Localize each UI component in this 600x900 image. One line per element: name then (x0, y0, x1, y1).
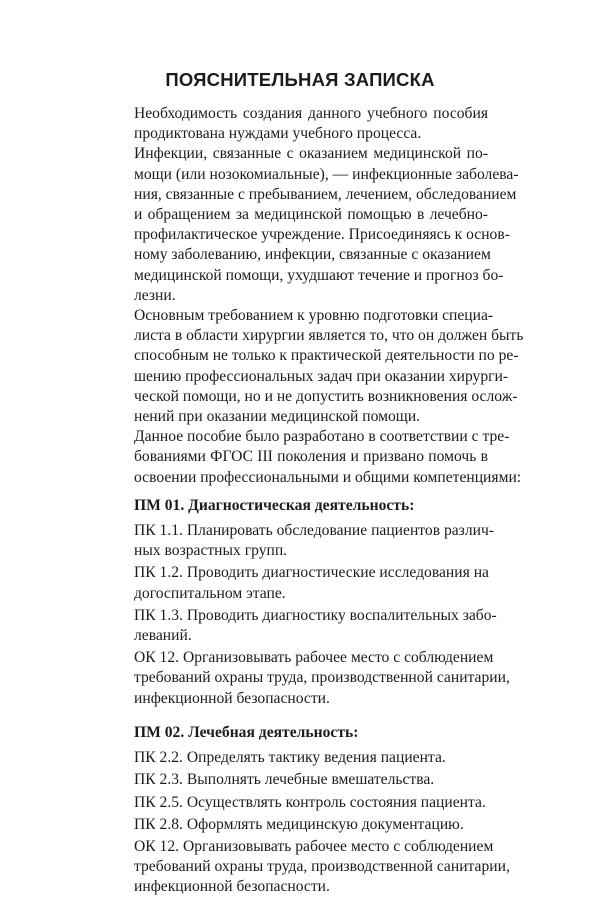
text-line: ному заболеванию, инфекции, связанные с оказанием (134, 246, 491, 264)
text-line: шению профессиональных задач при оказании хирурги- (134, 367, 509, 385)
text-line: Необходимость создания данного учебного пособия (134, 105, 488, 122)
text-line: ческой помощи, но и не допустить возникновения ослож- (134, 387, 518, 405)
text-line: листа в области хирургии является то, что он должен быть (134, 327, 524, 345)
text-line: освоении профессиональными и общими компетенциями: (134, 468, 522, 486)
text-line: ПК 2.3. Выполнять лечебные вмешательства. (134, 771, 435, 789)
text-line: Данное пособие было разработано в соответствии с тре- (134, 428, 510, 446)
competency-item (114, 793, 488, 813)
text-line: инфекционной безопасности. (134, 689, 330, 707)
competency-item (114, 648, 510, 709)
section-heading-pm02: ПМ 02. Лечебная деятельность: (134, 723, 359, 741)
document-body (114, 104, 524, 900)
text-line: нений при оказании медицинской помощи. (134, 408, 421, 426)
intro-paragraph (114, 104, 488, 144)
text-line: медицинской помощи, ухудшают течение и прогноз бо- (134, 266, 504, 284)
text-line: ПК 1.1. Планировать обследование пациентов различ- (134, 522, 494, 540)
text-line: профилактическое учреждение. Присоединяясь к основ- (134, 226, 510, 244)
text-line: догоспитальном этапе. (134, 584, 286, 602)
competency-item (114, 521, 494, 561)
competency-item (114, 748, 488, 768)
text-line: требований охраны труда, производственной санитарии, (134, 858, 510, 876)
text-line: ПК 1.2. Проводить диагностические исследования на (134, 564, 489, 582)
competency-item (114, 563, 488, 603)
competency-item (114, 815, 488, 835)
text-line: ПК 2.2. Определять тактику ведения пациента. (134, 749, 446, 767)
text-line: ПК 1.3. Проводить диагностику воспалительных забо- (134, 606, 497, 624)
text-line: ПК 2.5. Осуществлять контроль состояния пациента. (134, 793, 486, 811)
text-line: ных возрастных групп. (134, 542, 288, 560)
competency-item (114, 837, 510, 898)
page-title: ПОЯСНИТЕЛЬНАЯ ЗАПИСКА (165, 69, 435, 90)
section-heading-pm01: ПМ 01. Диагностическая деятельность: (134, 496, 415, 514)
text-line: ПК 2.8. Оформлять медицинскую документацию. (134, 815, 464, 833)
text-line: бованиями ФГОС III поколения и призвано помочь в (134, 448, 488, 466)
text-line: требований охраны труда, производственной санитарии, (134, 669, 510, 687)
text-line: инфекционной безопасности. (134, 878, 330, 896)
text-line: и обращением за медицинской помощью в лечебно- (134, 206, 488, 224)
text-line: Инфекции, связанные с оказанием медицинской по- (134, 145, 488, 163)
text-line: продиктована нуждами учебного процесса. (134, 125, 422, 143)
text-line: способным не только к практической деятельности по ре- (134, 347, 519, 365)
intro-paragraph (114, 306, 524, 427)
intro-paragraph (114, 144, 519, 306)
intro-paragraph (114, 427, 522, 488)
text-line: лезни. (134, 286, 176, 304)
text-line: Основным требованием к уровню подготовки специа- (134, 307, 494, 325)
text-line: ОК 12. Организовывать рабочее место с соблюдением (134, 837, 494, 855)
spacer (114, 711, 488, 715)
text-line: ния, связанные с пребыванием, лечением, обследованием (134, 185, 517, 203)
competency-item (114, 606, 497, 646)
text-line: ОК 12. Организовывать рабочее место с соблюдением (134, 649, 494, 667)
competency-item (114, 770, 488, 790)
text-line: мощи (или нозокомиальные), — инфекционные заболева- (134, 165, 519, 183)
text-line: леваний. (134, 627, 192, 645)
